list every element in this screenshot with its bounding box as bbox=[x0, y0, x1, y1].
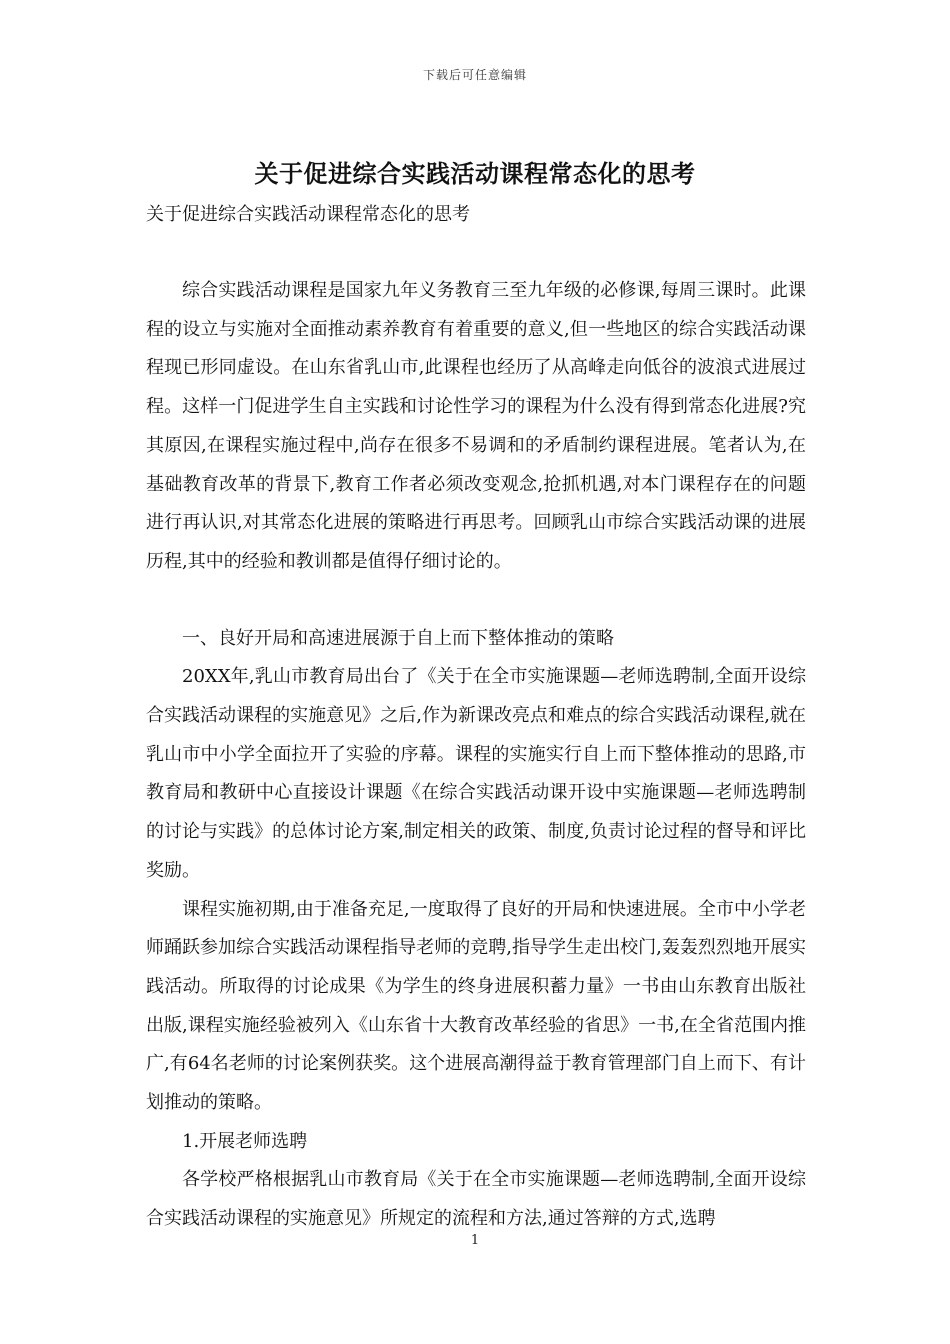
header-note: 下载后可任意编辑 bbox=[422, 68, 527, 82]
paragraph-early-stage: 课程实施初期,由于准备充足,一度取得了良好的开局和快速进展。全市中小学老师踊跃参加综合实践活动课程指导老师的竞聘,指导学生走出校门,轰轰烈烈地开展实践活动。所取得的讨论成果《为学生的终身进展积蓄力量》一书由山东教育出版社出版,课程实施经验被列入《山东省十大教育改革经验的省思》一书,在全省范围内推广,有64名老师的讨论案例获奖。这个进展高潮得益于教育管理部门自上而下、有计划推动的策略。 bbox=[146, 898, 806, 1114]
document-subtitle: 关于促进综合实践活动课程常态化的思考 bbox=[146, 204, 470, 225]
paragraph-gap bbox=[146, 582, 806, 620]
paragraph-intro: 综合实践活动课程是国家九年义务教育三至九年级的必修课,每周三课时。此课程的设立与实施对全面推动素养教育有着重要的意义,但一些地区的综合实践活动课程现已形同虚设。在山东省乳山市,此课程也经历了从高峰走向低谷的波浪式进展过程。这样一门促进学生自主实践和讨论性学习的课程为什么没有得到常态化进展?究其原因,在课程实施过程中,尚存在很多不易调和的矛盾制约课程进展。笔者认为,在基础教育改革的背景下,教育工作者必须改变观念,抢抓机遇,对本门课程存在的问题进行再认识,对其常态化进展的策略进行再思考。回顾乳山市综合实践活动课的进展历程,其中的经验和教训都是值得仔细讨论的。 bbox=[146, 280, 806, 572]
paragraph-selection: 各学校严格根据乳山市教育局《关于在全市实施课题—老师选聘制,全面开设综合实践活动课程的实施意见》所规定的流程和方法,通过答辩的方式,选聘 bbox=[146, 1169, 806, 1230]
paragraph-background: 20XX年,乳山市教育局出台了《关于在全市实施课题—老师选聘制,全面开设综合实践活动课程的实施意见》之后,作为新课改亮点和难点的综合实践活动课程,就在乳山市中小学全面拉开了实验的序幕。课程的实施实行自上而下整体推动的思路,市教育局和教研中心直接设计课题《在综合实践活动课开设中实施课题—老师选聘制的讨论与实践》的总体讨论方案,制定相关的政策、制度,负责讨论过程的督导和评比奖励。 bbox=[146, 666, 806, 881]
page-number: 1 bbox=[470, 1233, 480, 1248]
document-body bbox=[146, 272, 806, 1239]
document-title: 关于促进综合实践活动课程常态化的思考 bbox=[254, 159, 696, 188]
section-heading-1: 一、良好开局和高速进展源于自上而下整体推动的策略 bbox=[182, 627, 614, 649]
subsection-heading-1: 1.开展老师选聘 bbox=[182, 1130, 308, 1152]
